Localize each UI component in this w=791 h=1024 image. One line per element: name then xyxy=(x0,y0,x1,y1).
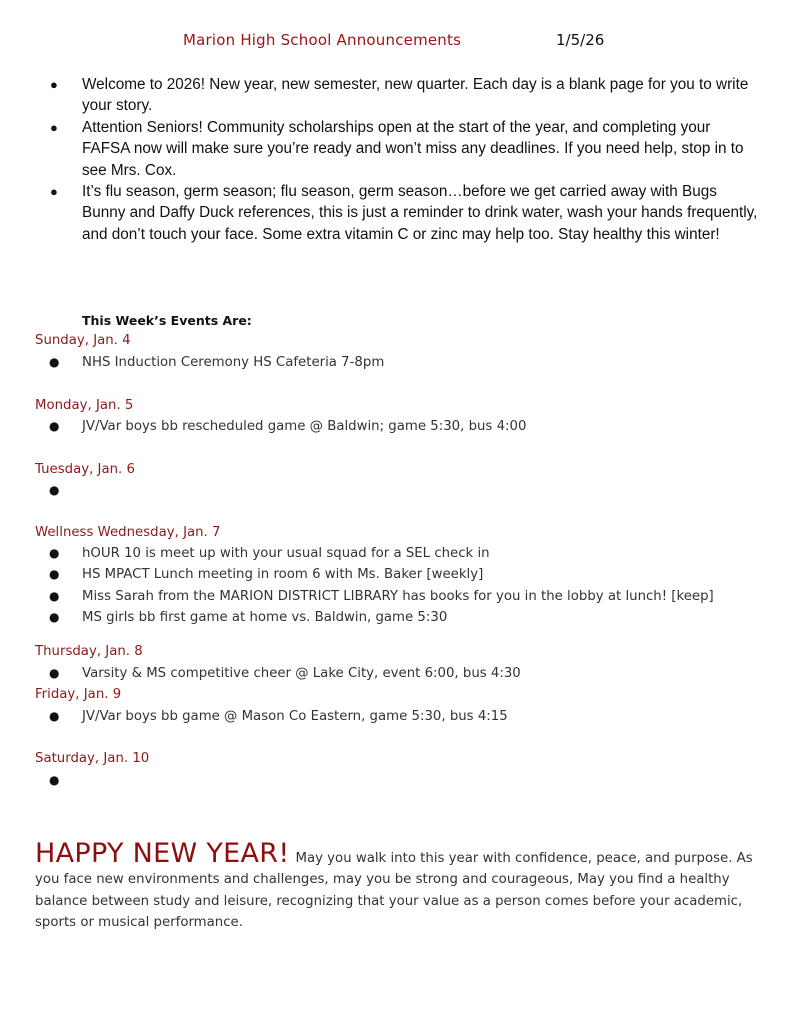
event-text: MS girls bb first game at home vs. Baldwin, game 5:30 xyxy=(82,610,448,625)
bullet-icon: ● xyxy=(49,709,60,723)
announcement-text: Welcome to 2026! New year, new semester, new quarter. Each day is a blank page for you to write your story. xyxy=(82,76,749,115)
event-item xyxy=(49,589,714,604)
day-heading: Friday, Jan. 9 xyxy=(35,687,122,702)
bullet-icon: ● xyxy=(49,589,60,603)
event-text: Miss Sarah from the MARION DISTRICT LIBRARY has books for you in the lobby at lunch! [keep] xyxy=(82,589,714,604)
closing-message xyxy=(35,838,760,934)
announcement-text: It’s flu season, germ season; flu season, germ season…before we get carried away with Bugs Bunny and Daffy Duck references, this is just a reminder to drink water, wash your hands frequently, and don’t touch your face. Some extra vitamin C or zinc may help too. Stay healthy this winter! xyxy=(82,183,758,243)
document-date: 1/5/26 xyxy=(556,31,605,49)
day-heading: Tuesday, Jan. 6 xyxy=(35,462,135,477)
bullet-icon: ● xyxy=(50,120,58,135)
event-item xyxy=(49,546,490,561)
announcement-item xyxy=(50,117,762,181)
event-text: Varsity & MS competitive cheer @ Lake City, event 6:00, bus 4:30 xyxy=(82,666,521,681)
bullet-icon: ● xyxy=(49,610,60,624)
bullet-icon: ● xyxy=(49,483,60,497)
event-item xyxy=(49,610,448,625)
bullet-icon: ● xyxy=(50,184,58,199)
closing-headline: HAPPY NEW YEAR! xyxy=(35,838,290,869)
bullet-icon: ● xyxy=(49,773,60,787)
bullet-icon: ● xyxy=(49,666,60,680)
bullet-icon: ● xyxy=(49,567,60,581)
bullet-icon: ● xyxy=(49,355,60,369)
event-text: HS MPACT Lunch meeting in room 6 with Ms. Baker [weekly] xyxy=(82,567,484,582)
announcement-item xyxy=(50,181,762,245)
events-heading: This Week’s Events Are: xyxy=(82,313,252,328)
event-text: JV/Var boys bb game @ Mason Co Eastern, game 5:30, bus 4:15 xyxy=(82,709,508,724)
event-item xyxy=(49,666,521,681)
event-item xyxy=(49,567,484,582)
bullet-icon: ● xyxy=(50,77,58,92)
day-heading: Monday, Jan. 5 xyxy=(35,398,134,413)
day-heading: Saturday, Jan. 10 xyxy=(35,751,150,766)
event-text: JV/Var boys bb rescheduled game @ Baldwin; game 5:30, bus 4:00 xyxy=(82,419,527,434)
day-heading: Wellness Wednesday, Jan. 7 xyxy=(35,525,221,540)
event-item xyxy=(49,355,385,370)
announcement-text: Attention Seniors! Community scholarships open at the start of the year, and completing your FAFSA now will make sure you’re ready and won’t miss any deadlines. If you need help, stop in to see Mrs. Cox. xyxy=(82,119,744,179)
event-text: hOUR 10 is meet up with your usual squad for a SEL check in xyxy=(82,546,490,561)
event-text: NHS Induction Ceremony HS Cafeteria 7-8pm xyxy=(82,355,385,370)
day-heading: Thursday, Jan. 8 xyxy=(35,644,143,659)
announcement-item xyxy=(50,74,762,117)
event-item xyxy=(49,419,527,434)
document-title: Marion High School Announcements xyxy=(183,31,462,49)
bullet-icon: ● xyxy=(49,546,60,560)
closing-text: May you walk into this year with confidence, peace, and purpose. As you face new environments and challenges, may you be strong and courageous, May you find a healthy balance between study and leisure, recognizing that your value as a person comes before your academic, sports or musical performance. xyxy=(35,851,753,931)
day-heading: Sunday, Jan. 4 xyxy=(35,333,131,348)
event-item xyxy=(49,709,508,724)
bullet-icon: ● xyxy=(49,419,60,433)
